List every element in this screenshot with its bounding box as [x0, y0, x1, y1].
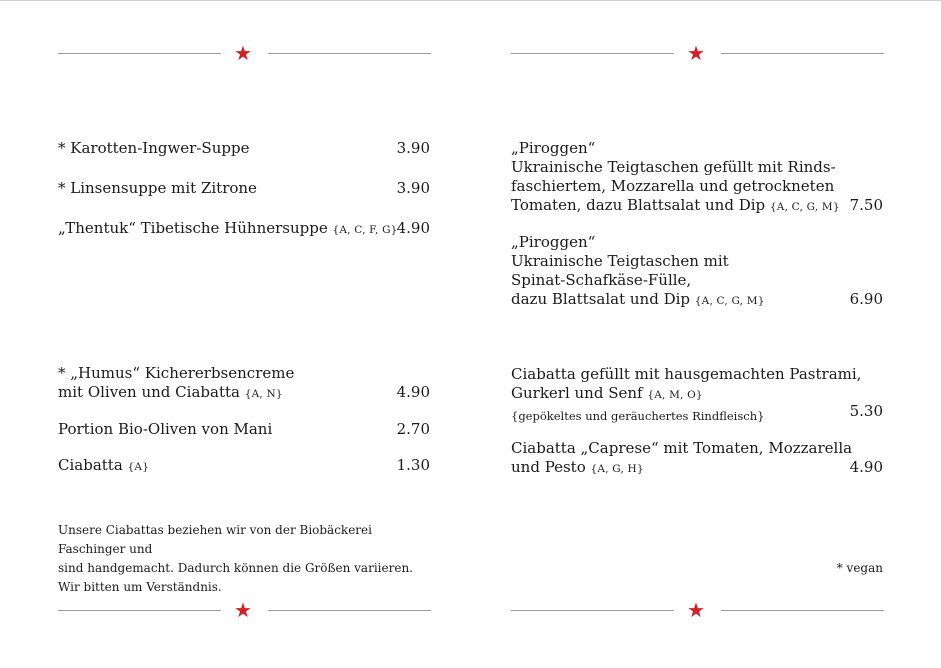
item-description: Ukrainische Teigtaschen gefüllt mit Rinds-	[511, 158, 836, 176]
item-description: faschiertem, Mozzarella und getrockneten	[511, 177, 835, 195]
item-allergens: {A, G, H}	[590, 463, 644, 475]
item-name: Portion Bio-Oliven von Mani	[58, 420, 273, 438]
item-price: 6.90	[849, 290, 883, 308]
item-price: 4.90	[396, 383, 430, 401]
menu-item	[58, 179, 430, 198]
menu-item	[511, 139, 883, 217]
menu-item	[511, 439, 883, 479]
item-price: 4.90	[849, 458, 883, 476]
item-allergens: {A, M, O}	[647, 389, 703, 401]
star-icon: ★	[234, 41, 252, 65]
item-name: Ciabatta gefüllt mit hausgemachten Pastrami,	[511, 365, 862, 383]
item-description: dazu Blattsalat und Dip	[511, 290, 690, 308]
item-name: * Karotten-Ingwer-Suppe	[58, 139, 250, 157]
item-allergens: {A, C, G, M}	[769, 201, 840, 213]
item-price: 4.90	[396, 219, 430, 237]
note-line: Wir bitten um Verständnis.	[58, 580, 222, 594]
item-allergens: {A}	[127, 461, 150, 473]
item-name: „Piroggen“	[511, 139, 596, 157]
item-allergens: {A, N}	[244, 388, 283, 400]
item-name-line2: und Pesto	[511, 458, 586, 476]
right-column	[511, 0, 883, 668]
item-price: 1.30	[396, 456, 430, 474]
note-line: sind handgemacht. Dadurch können die Größen variieren.	[58, 561, 413, 575]
note-line: Unsere Ciabattas beziehen wir von der Biobäckerei Faschinger und	[58, 523, 372, 556]
item-allergens: {A, C, F, G}	[332, 224, 398, 236]
item-name: * Linsensuppe mit Zitrone	[58, 179, 257, 197]
item-price: 3.90	[396, 139, 430, 157]
menu-item	[58, 364, 430, 404]
star-icon: ★	[234, 598, 252, 622]
menu-item	[511, 233, 883, 311]
item-name: „Thentuk“ Tibetische Hühnersuppe	[58, 219, 328, 237]
item-price: 7.50	[849, 196, 883, 214]
item-name: Ciabatta „Caprese“ mit Tomaten, Mozzarella	[511, 439, 853, 457]
item-description: Spinat-Schafkäse-Fülle,	[511, 271, 692, 289]
menu-item	[58, 139, 430, 158]
item-allergens: {A, C, G, M}	[694, 295, 765, 307]
item-price: 5.30	[849, 402, 883, 420]
item-name: Ciabatta	[58, 456, 123, 474]
item-note: {gepökeltes und geräuchertes Rindfleisch}	[511, 409, 765, 423]
left-column	[58, 0, 430, 668]
item-name: * „Humus“ Kichererbsencreme	[58, 364, 295, 382]
item-price: 2.70	[396, 420, 430, 438]
menu-item	[511, 365, 883, 426]
ciabatta-note	[58, 521, 438, 597]
item-description: Tomaten, dazu Blattsalat und Dip	[511, 196, 766, 214]
menu-item	[58, 456, 430, 477]
star-icon: ★	[687, 41, 705, 65]
vegan-note: * vegan	[836, 561, 883, 575]
menu-item	[58, 420, 430, 439]
star-icon: ★	[687, 598, 705, 622]
item-name-line2: mit Oliven und Ciabatta	[58, 383, 240, 401]
item-name-line2: Gurkerl und Senf	[511, 384, 643, 402]
item-description: Ukrainische Teigtaschen mit	[511, 252, 729, 270]
menu-item	[58, 219, 430, 240]
item-name: „Piroggen“	[511, 233, 596, 251]
item-price: 3.90	[396, 179, 430, 197]
